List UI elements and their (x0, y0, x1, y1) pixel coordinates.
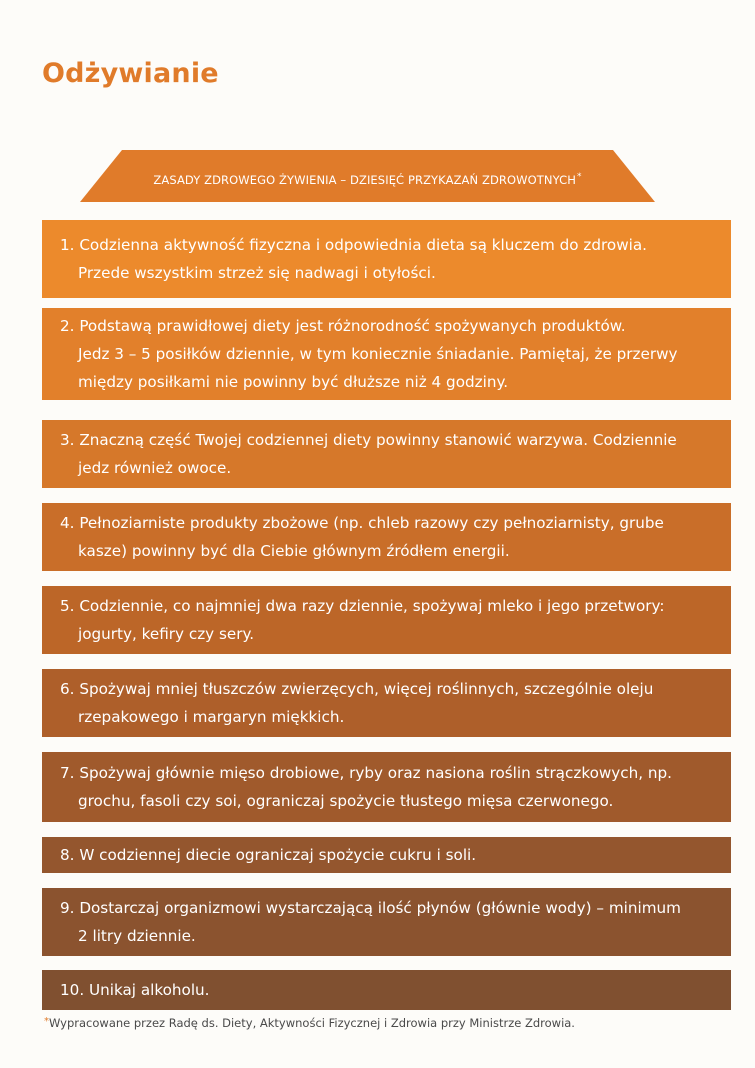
rule-text-line: jedz również owoce. (78, 459, 232, 477)
banner-heading-text: ZASADY ZDROWEGO ŻYWIENIA – DZIESIĘĆ PRZYKAZAŃ ZDROWOTNYCH (153, 173, 576, 187)
rule-item-6 (42, 669, 731, 737)
rule-text-line: 5. Codziennie, co najmniej dwa razy dziennie, spożywaj mleko i jego przetwory: (60, 597, 665, 615)
rule-item-3 (42, 420, 731, 488)
rule-text-line: 2 litry dziennie. (78, 927, 196, 945)
rule-text-line: Przede wszystkim strzeż się nadwagi i otyłości. (78, 264, 436, 282)
page-title: Odżywianie (42, 58, 219, 89)
header-banner (80, 150, 655, 202)
rule-text-line: między posiłkami nie powinny być dłuższe niż 4 godziny. (78, 373, 509, 391)
rule-text-line: 3. Znaczną część Twojej codziennej diety powinny stanowić warzywa. Codziennie (60, 431, 677, 449)
footnote (44, 1016, 575, 1030)
rule-text-line: kasze) powinny być dla Ciebie głównym źródłem energii. (78, 542, 510, 560)
banner-heading (80, 150, 655, 202)
rule-item-9 (42, 888, 731, 956)
rule-text-line: 9. Dostarczaj organizmowi wystarczającą ilość płynów (głównie wody) – minimum (60, 899, 681, 917)
rule-text-line: rzepakowego i margaryn miękkich. (78, 708, 345, 726)
rule-text-line: 4. Pełnoziarniste produkty zbożowe (np. chleb razowy czy pełnoziarnisty, grube (60, 514, 664, 532)
rule-text-line: 7. Spożywaj głównie mięso drobiowe, ryby oraz nasiona roślin strączkowych, np. (60, 764, 672, 782)
rule-text-line: 8. W codziennej diecie ograniczaj spożycie cukru i soli. (60, 846, 477, 864)
footnote-text: Wypracowane przez Radę ds. Diety, Aktywności Fizycznej i Zdrowia przy Ministrze Zdrowia. (49, 1016, 575, 1030)
rule-item-1 (42, 220, 731, 298)
rule-item-5 (42, 586, 731, 654)
rule-text-line: 6. Spożywaj mniej tłuszczów zwierzęcych, więcej roślinnych, szczególnie oleju (60, 680, 654, 698)
rule-text-line: grochu, fasoli czy soi, ograniczaj spożycie tłustego mięsa czerwonego. (78, 792, 614, 810)
footnote-marker: * (44, 1016, 49, 1027)
banner-footnote-marker: * (576, 172, 582, 182)
rule-text-line: 10. Unikaj alkoholu. (60, 981, 210, 999)
rule-item-4 (42, 503, 731, 571)
rule-text-line: jogurty, kefiry czy sery. (78, 625, 255, 643)
rule-item-10 (42, 970, 731, 1010)
rule-text-line: Jedz 3 – 5 posiłków dziennie, w tym koniecznie śniadanie. Pamiętaj, że przerwy (78, 345, 678, 363)
rule-text-line: 2. Podstawą prawidłowej diety jest różnorodność spożywanych produktów. (60, 317, 626, 335)
rule-text-line: 1. Codzienna aktywność fizyczna i odpowiednia dieta są kluczem do zdrowia. (60, 236, 647, 254)
rule-item-7 (42, 752, 731, 822)
rule-item-8 (42, 837, 731, 873)
rule-item-2 (42, 308, 731, 400)
